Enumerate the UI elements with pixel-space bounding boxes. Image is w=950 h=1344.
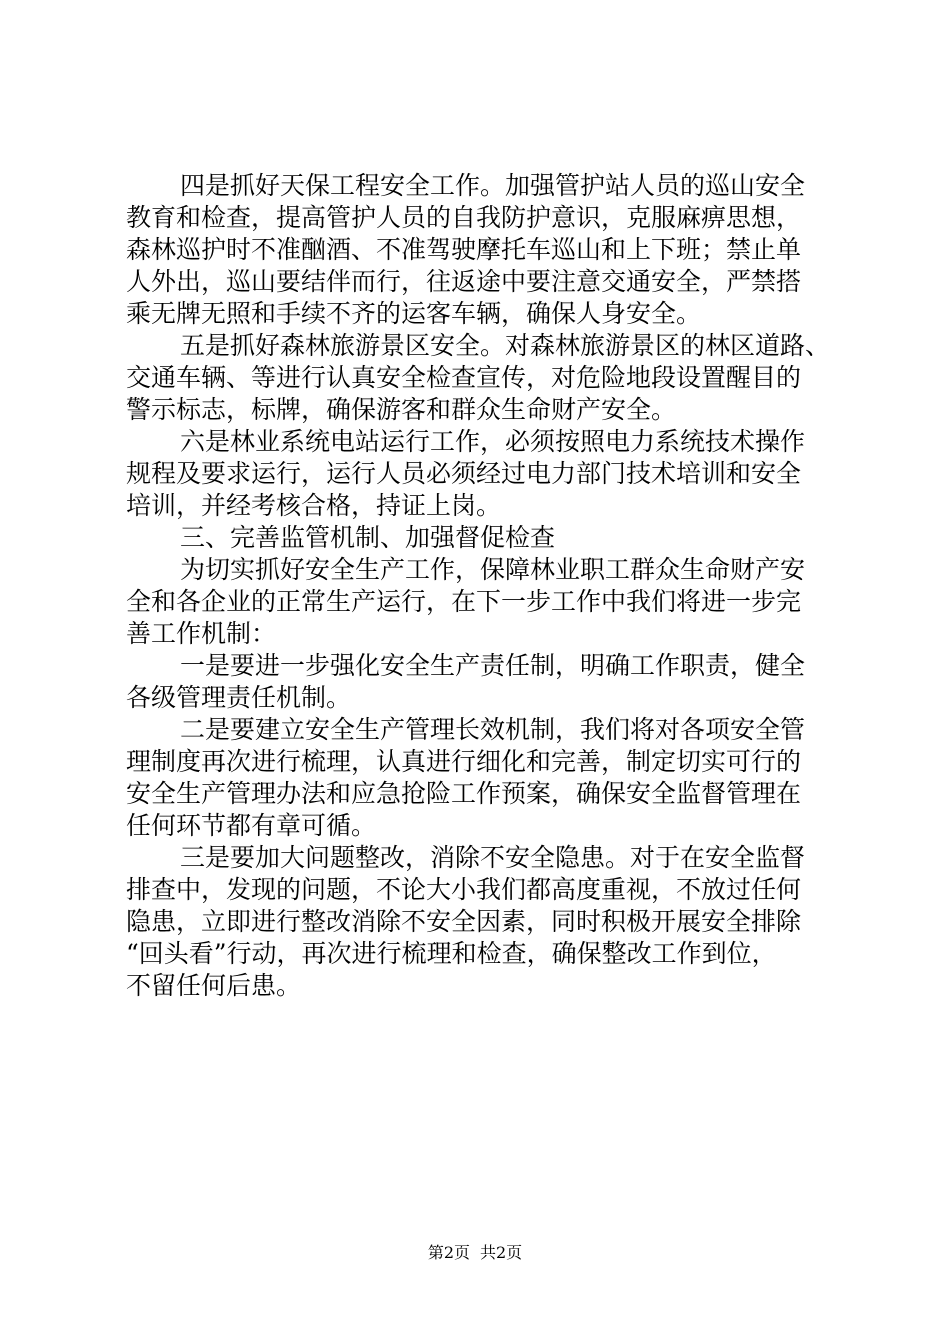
text-line: 规程及要求运行，运行人员必须经过电力部门技术培训和安全 bbox=[126, 459, 802, 488]
text-line: 不留任何后患。 bbox=[126, 971, 302, 1000]
text-line: “回头看”行动，再次进行梳理和检查，确保整改工作到位， bbox=[126, 939, 777, 968]
text-line: 为切实抓好安全生产工作，保障林业职工群众生命财产安 bbox=[180, 555, 806, 584]
text-line: 隐患，立即进行整改消除不安全因素，同时积极开展安全排除 bbox=[126, 907, 802, 936]
text-line: 任何环节都有章可循。 bbox=[126, 811, 377, 840]
text-line: 全和各企业的正常生产运行，在下一步工作中我们将进一步完 bbox=[126, 587, 802, 616]
text-line: 二是要建立安全生产管理长效机制，我们将对各项安全管 bbox=[180, 715, 806, 744]
text-line: 乘无牌无照和手续不齐的运客车辆，确保人身安全。 bbox=[126, 299, 702, 328]
text-line: 人外出，巡山要结伴而行，往返途中要注意交通安全，严禁搭 bbox=[126, 267, 802, 296]
text-line: 六是林业系统电站运行工作，必须按照电力系统技术操作 bbox=[180, 427, 806, 456]
page-total: 共2页 bbox=[480, 1243, 523, 1262]
page-footer bbox=[0, 1243, 950, 1263]
text-line: 三是要加大问题整改，消除不安全隐患。对于在安全监督 bbox=[180, 843, 806, 872]
text-line: 安全生产管理办法和应急抢险工作预案，确保安全监督管理在 bbox=[126, 779, 802, 808]
text-line: 森林巡护时不准酗酒、不准驾驶摩托车巡山和上下班；禁止单 bbox=[126, 235, 802, 264]
text-line: 培训，并经考核合格，持证上岗。 bbox=[126, 491, 502, 520]
text-line: 三、完善监管机制、加强督促检查 bbox=[180, 523, 556, 552]
document-body bbox=[126, 170, 830, 1002]
text-line: 五是抓好森林旅游景区安全。对森林旅游景区的林区道路、 bbox=[180, 331, 831, 360]
text-line: 四是抓好天保工程安全工作。加强管护站人员的巡山安全 bbox=[180, 171, 806, 200]
page-number: 第2页 bbox=[427, 1243, 470, 1262]
text-line: 善工作机制： bbox=[126, 619, 277, 648]
text-line: 交通车辆、等进行认真安全检查宣传，对危险地段设置醒目的 bbox=[126, 363, 802, 392]
text-line: 各级管理责任机制。 bbox=[126, 683, 352, 712]
text-line: 一是要进一步强化安全生产责任制，明确工作职责，健全 bbox=[180, 651, 806, 680]
text-line: 警示标志，标牌，确保游客和群众生命财产安全。 bbox=[126, 395, 677, 424]
text-line: 排查中，发现的问题，不论大小我们都高度重视，不放过任何 bbox=[126, 875, 802, 904]
text-line: 理制度再次进行梳理，认真进行细化和完善，制定切实可行的 bbox=[126, 747, 802, 776]
text-line: 教育和检查，提高管护人员的自我防护意识，克服麻痹思想， bbox=[126, 203, 802, 232]
